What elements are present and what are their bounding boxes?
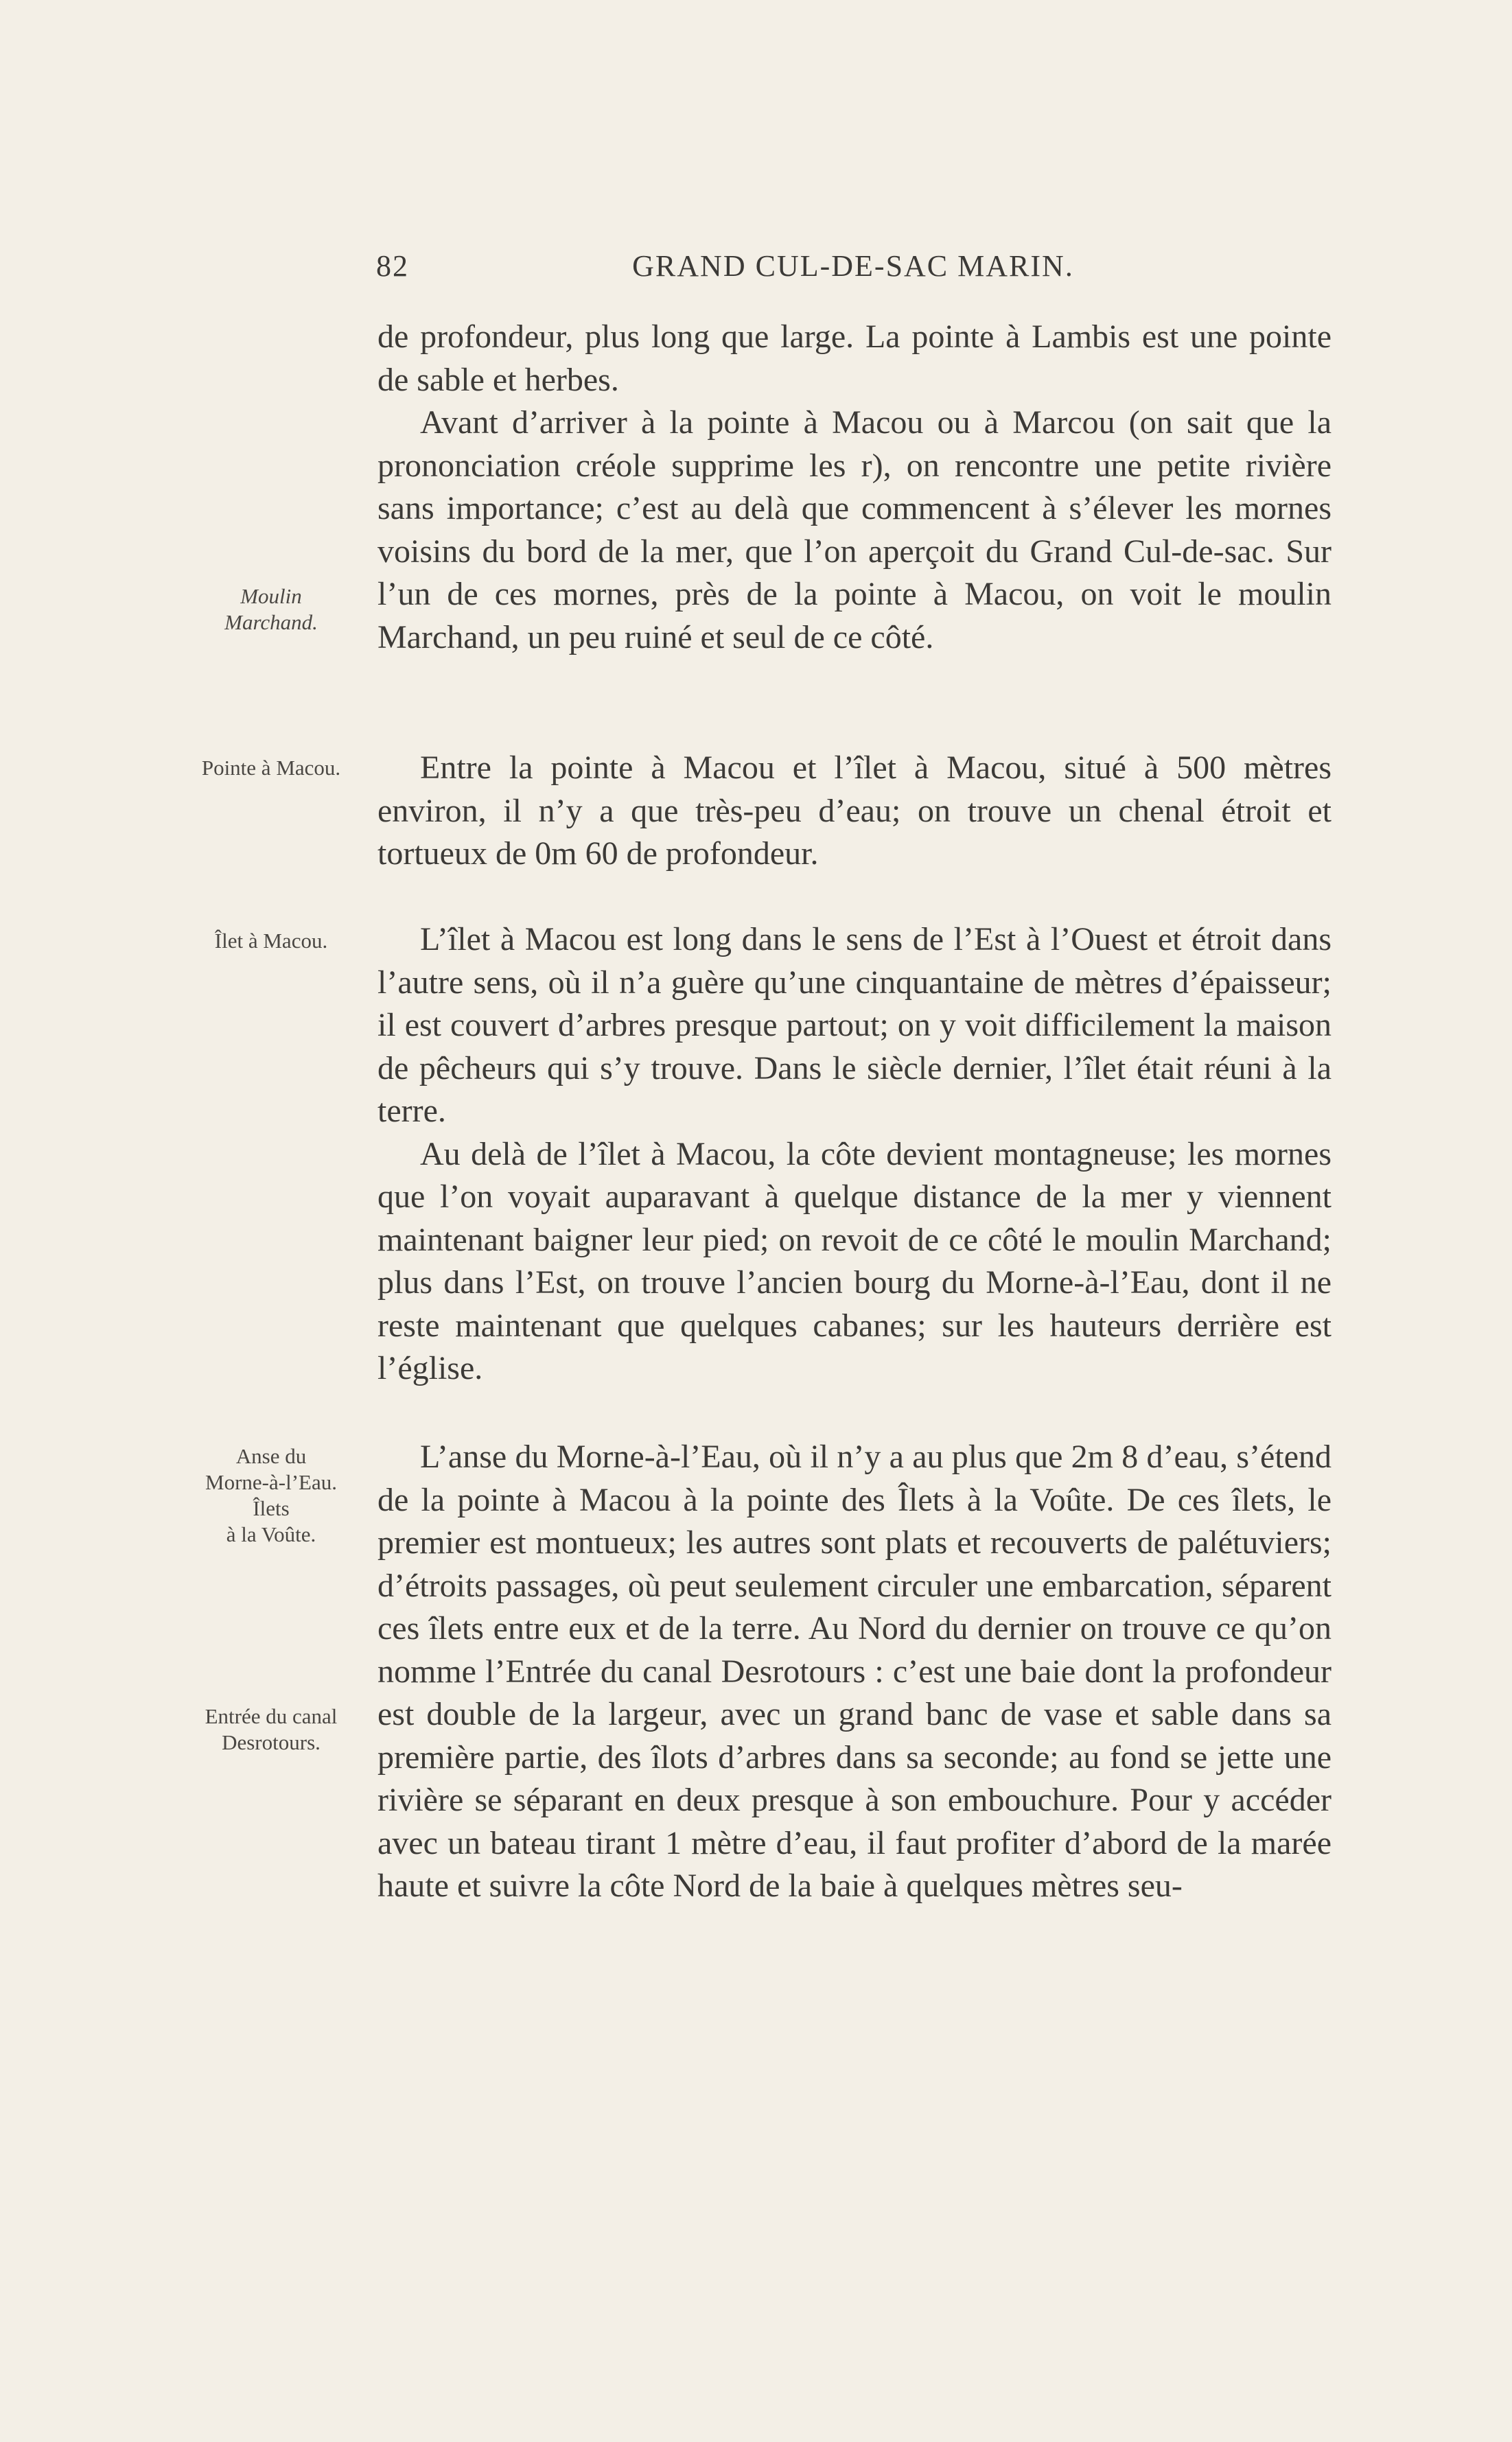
paragraph: Au delà de l’îlet à Macou, la côte devient montagneuse; les mornes que l’on voyait auparavant à quelque distance de la mer y viennent maintenant baigner leur pied; on revoit de ce côté le moulin Marchand; plus dans l’Est, on trouve l’ancien bourg du Morne-à-l’Eau, dont il ne reste maintenant que quelques cabanes; sur les hauteurs derrière est l’église. <box>377 1135 1331 1386</box>
margin-note-entree-canal-desrotours <box>168 1703 374 1756</box>
running-title: GRAND CUL-DE-SAC MARIN. <box>632 249 1074 283</box>
paragraph: de profondeur, plus long que large. La pointe à Lambis est une pointe de sable et herbes. <box>377 318 1331 398</box>
margin-note-moulin-marchand <box>168 583 374 636</box>
text-block-2 <box>377 747 1331 876</box>
margin-note-line: Îlet à Macou. <box>214 929 328 953</box>
text-block-3 <box>377 918 1331 1391</box>
margin-note-line: Îlets <box>253 1496 290 1520</box>
paragraph: L’îlet à Macou est long dans le sens de l’Est à l’Ouest et étroit dans l’autre sens, où il n’a guère qu’une cinquantaine de mètres d’épaisseur; il est couvert d’arbres presque partout; on y voit difficilement la maison de pêcheurs qui s’y trouve. Dans le siècle dernier, l’îlet était réuni à la terre. <box>377 921 1331 1129</box>
page-header <box>376 248 1330 290</box>
text-block-1 <box>377 316 1331 659</box>
paragraph: L’anse du Morne-à-l’Eau, où il n’y a au plus que 2m 8 d’eau, s’étend de la pointe à Macou à la pointe des Îlets à la Voûte. De ces îlets, le premier est montueux; les autres sont plats et recouverts de palétuviers; d’étroits passages, où peut seulement circuler une embarcation, séparent ces îlets entre eux et de la terre. Au Nord du dernier on trouve ce qu’on nomme l’Entrée du canal Desrotours : c’est une baie dont la profondeur est double de la largeur, avec un grand banc de vase et sable dans sa première partie, des îlots d’arbres dans sa seconde; au fond se jette une rivière se séparant en deux presque à son embouchure. Pour y accéder avec un bateau tirant 1 mètre d’eau, il faut profiter d’abord de la marée haute et suivre la côte Nord de la baie à quelques mètres seu- <box>377 1439 1331 1904</box>
margin-note-line: Anse du <box>235 1444 307 1468</box>
margin-note-line: Moulin <box>240 584 302 608</box>
margin-note-anse-morne-a-l-eau <box>168 1443 374 1548</box>
text-block-4 <box>377 1436 1331 1908</box>
margin-note-line: Entrée du canal <box>205 1704 338 1728</box>
margin-note-pointe-a-macou <box>168 755 374 781</box>
margin-note-ilet-a-macou <box>168 928 374 954</box>
margin-note-line: Marchand. <box>224 610 318 634</box>
paragraph: Entre la pointe à Macou et l’îlet à Macou, situé à 500 mètres environ, il n’y a que très-peu d’eau; on trouve un chenal étroit et tortueux de 0m 60 de profondeur. <box>377 749 1331 872</box>
margin-note-line: à la Voûte. <box>226 1522 316 1546</box>
margin-note-line: Desrotours. <box>222 1730 321 1754</box>
paragraph: Avant d’arriver à la pointe à Macou ou à Marcou (on sait que la prononciation créole supprime les r), on rencontre une petite rivière sans importance; c’est au delà que commencent à s’élever les mornes voisins du bord de la mer, que l’on aperçoit du Grand Cul-de-sac. Sur l’un de ces mornes, près de la pointe à Macou, on voit le moulin Marchand, un peu ruiné et seul de ce côté. <box>377 404 1331 655</box>
margin-note-line: Pointe à Macou. <box>201 756 341 780</box>
page-number: 82 <box>376 249 409 283</box>
margin-note-line: Morne-à-l’Eau. <box>205 1470 337 1494</box>
